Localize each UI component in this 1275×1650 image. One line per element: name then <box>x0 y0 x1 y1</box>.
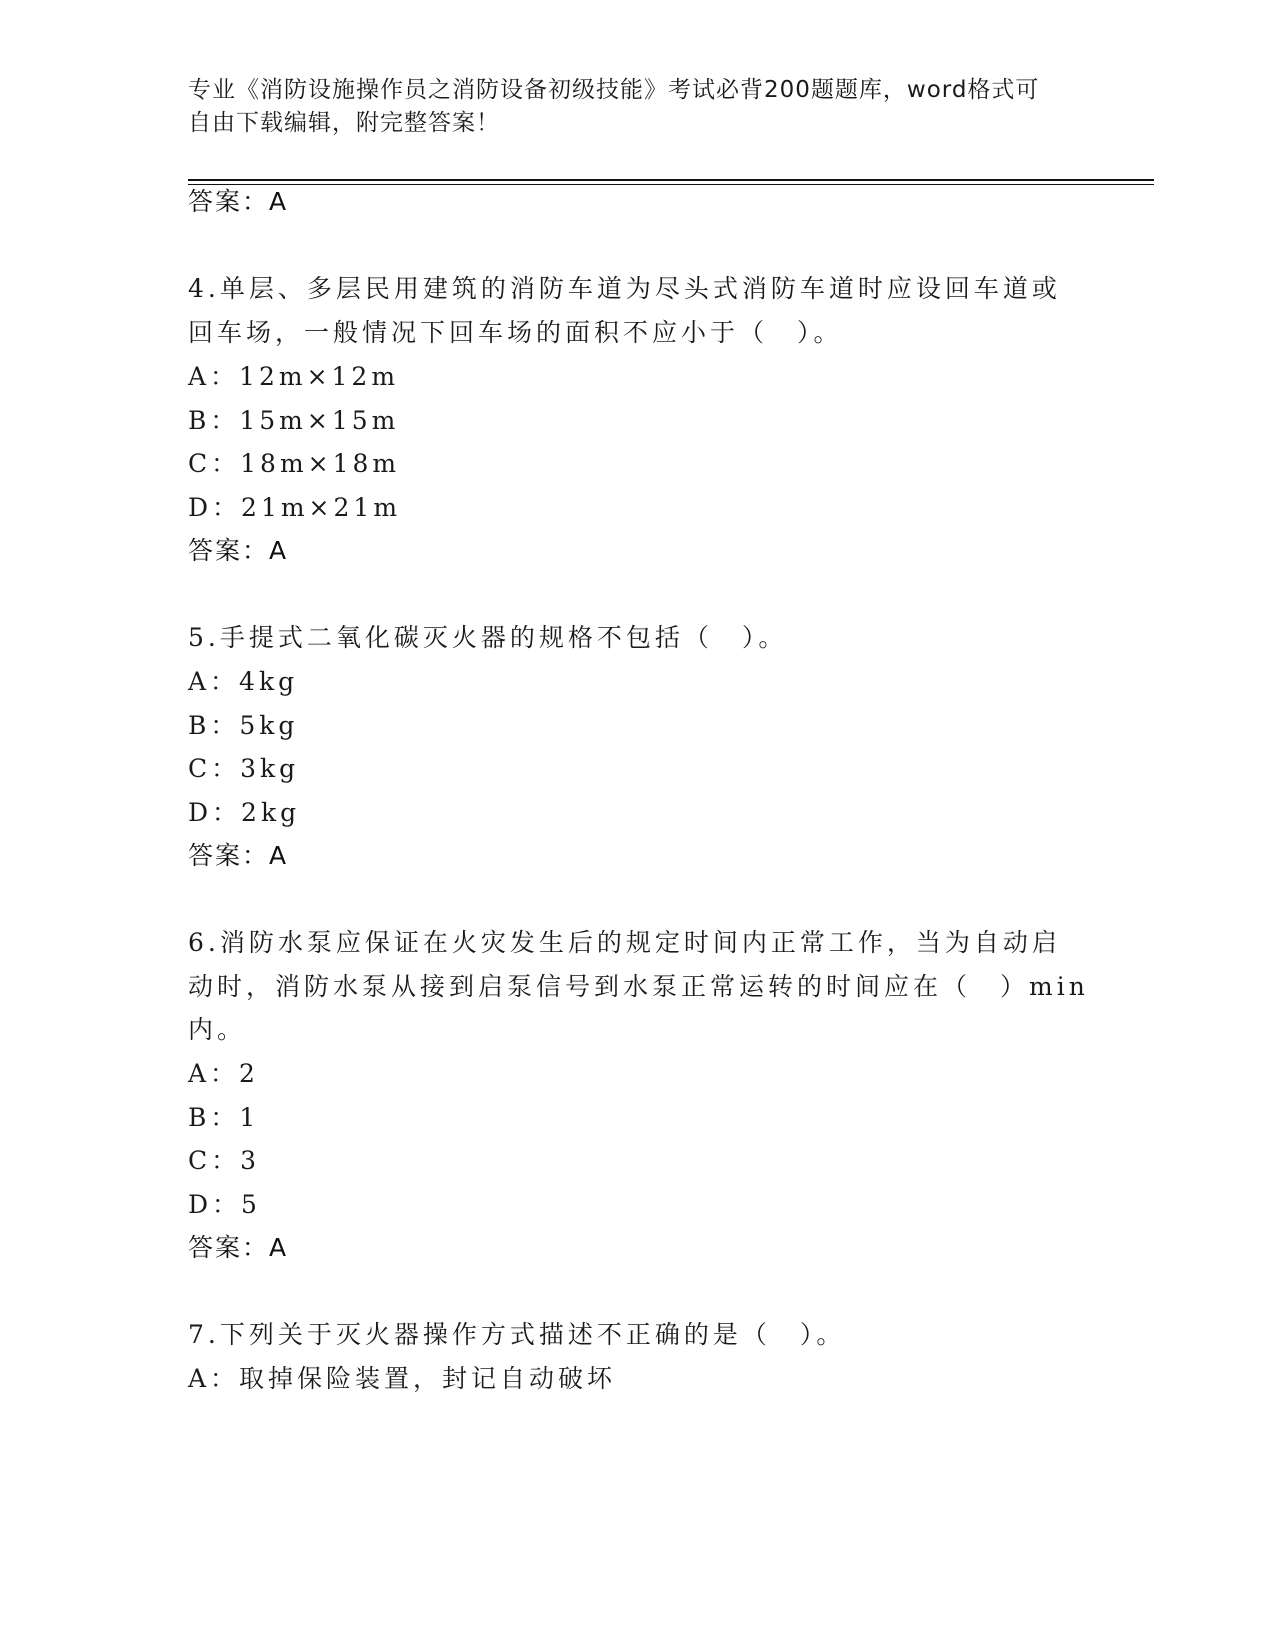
question-4-line-2: 回车场，一般情况下回车场的面积不应小于（ ）。 <box>188 318 843 347</box>
question-5-option-a: A：4kg <box>188 667 299 696</box>
question-6-option-c: C：3 <box>188 1146 261 1175</box>
question-7-line-1: 7.下列关于灭火器操作方式描述不正确的是（ ）。 <box>188 1320 846 1349</box>
question-5-answer: 答案：A <box>188 841 289 870</box>
question-4-option-a: A：12m×12m <box>188 362 400 391</box>
question-4-option-b: B：15m×15m <box>188 406 400 435</box>
question-4-answer: 答案：A <box>188 536 289 565</box>
header-line-2: 自由下载编辑，附完整答案！ <box>188 110 500 136</box>
question-6-option-d: D：5 <box>188 1190 261 1219</box>
question-4-option-c: C：18m×18m <box>188 449 401 478</box>
question-4-line-1: 4.单层、多层民用建筑的消防车道为尽头式消防车道时应设回车道或 <box>188 274 1061 303</box>
header-divider-thick <box>188 179 1154 181</box>
question-5-option-c: C：3kg <box>188 754 300 783</box>
question-4-option-d: D：21m×21m <box>188 493 402 522</box>
question-7-option-a: A：取掉保险装置，封记自动破坏 <box>188 1364 617 1393</box>
question-6-line-3: 内。 <box>188 1015 247 1044</box>
header-divider-thin <box>188 184 1154 185</box>
header-line-1: 专业《消防设施操作员之消防设备初级技能》考试必背200题题库，word格式可 <box>188 77 1040 103</box>
question-6-option-b: B：1 <box>188 1103 260 1132</box>
question-5-option-b: B：5kg <box>188 711 299 740</box>
question-6-answer: 答案：A <box>188 1233 289 1262</box>
question-6-line-2: 动时，消防水泵从接到启泵信号到水泵正常运转的时间应在（ ）min <box>188 972 1089 1001</box>
question-6-option-a: A：2 <box>188 1059 259 1088</box>
document-header <box>188 74 1088 140</box>
question-5-line-1: 5.手提式二氧化碳灭火器的规格不包括（ ）。 <box>188 623 788 652</box>
question-6-line-1: 6.消防水泵应保证在火灾发生后的规定时间内正常工作，当为自动启 <box>188 928 1061 957</box>
answer-previous: 答案：A <box>188 187 289 216</box>
question-5-option-d: D：2kg <box>188 798 301 827</box>
